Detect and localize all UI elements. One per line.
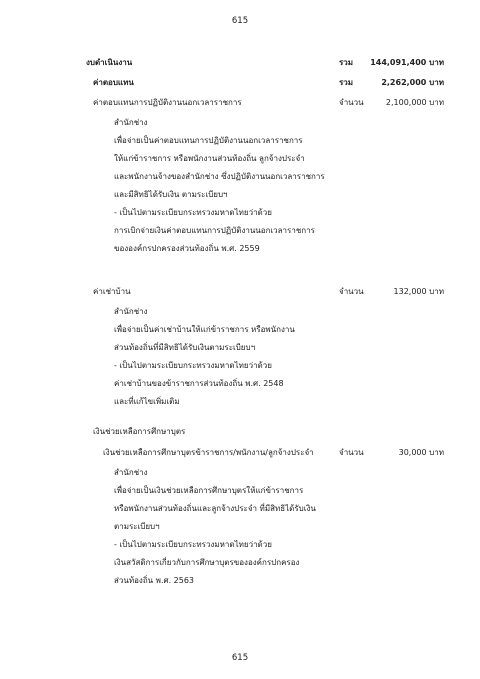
item-title: ค่าเช่าบ้าน — [93, 287, 131, 296]
item-detail-line: และมีสิทธิได้รับเงิน ตามระเบียบฯ — [114, 190, 228, 199]
item-detail-line: และพนักงานจ้างของสำนักช่าง ซึ่งปฏิบัติงานนอกเวลาราชการ — [114, 172, 325, 181]
item-detail-line: - เป็นไปตามระเบียบกระทรวงมหาดไทยว่าด้วย — [114, 361, 272, 370]
item-detail-line: สำนักช่าง — [114, 118, 148, 127]
category-title: ค่าตอบแทน — [93, 78, 134, 87]
item-amount-value: 2,100,000 บาท — [385, 98, 444, 107]
section-title: งบดำเนินงาน — [86, 58, 133, 67]
item-detail-line: ส่วนท้องถิ่นที่มีสิทธิได้รับเงินตามระเบียบฯ — [114, 343, 256, 352]
item-detail-line: ขององค์กรปกครองส่วนท้องถิ่น พ.ศ. 2559 — [114, 244, 260, 253]
page-number-top: 615 — [231, 16, 249, 26]
item-detail-line: สำนักช่าง — [114, 468, 148, 477]
item-detail-line: - เป็นไปตามระเบียบกระทรวงมหาดไทยว่าด้วย — [114, 208, 272, 217]
item-detail-line: และที่แก้ไขเพิ่มเติม — [114, 397, 180, 406]
subsection-item-title: เงินช่วยเหลือการศึกษาบุตรข้าราชการ/พนักงาน/ลูกจ้างประจำ — [103, 448, 314, 457]
item-amount-label: จำนวน — [339, 287, 364, 296]
item-detail-line: - เป็นไปตามระเบียบกระทรวงมหาดไทยว่าด้วย — [114, 540, 272, 549]
subsection-title: เงินช่วยเหลือการศึกษาบุตร — [93, 427, 186, 436]
item-amount-value: 30,000 บาท — [398, 448, 444, 457]
section-total-label: รวม — [339, 58, 354, 67]
section-total-value: 144,091,400 บาท — [370, 58, 444, 67]
item-amount-label: จำนวน — [339, 448, 364, 457]
item-detail-line: ค่าเช่าบ้านของข้าราชการส่วนท้องถิ่น พ.ศ. 2548 — [114, 379, 284, 388]
item-detail-line: ให้แก่ข้าราชการ หรือพนักงานส่วนท้องถิ่น ลูกจ้างประจำ — [114, 154, 305, 163]
item-detail-line: การเบิกจ่ายเงินค่าตอบแทนการปฏิบัติงานนอกเวลาราชการ — [114, 226, 315, 235]
item-detail-line: หรือพนักงานส่วนท้องถิ่นและลูกจ้างประจำ ที่มีสิทธิได้รับเงิน — [114, 504, 316, 513]
item-detail-line: สำนักช่าง — [114, 307, 148, 316]
category-total-label: รวม — [339, 78, 354, 87]
item-detail-line: เงินสวัสดิการเกี่ยวกับการศึกษาบุตรขององค์กรปกครอง — [114, 558, 300, 567]
item-title: ค่าตอบแทนการปฏิบัติงานนอกเวลาราชการ — [93, 98, 242, 107]
item-detail-line: เพื่อจ่ายเป็นเงินช่วยเหลือการศึกษาบุตรให้แก่ข้าราชการ — [114, 486, 304, 495]
item-amount-value: 132,000 บาท — [393, 287, 444, 296]
item-detail-line: เพื่อจ่ายเป็นค่าเช่าบ้านให้แก่ข้าราชการ หรือพนักงาน — [114, 325, 295, 334]
page-number-bottom: 615 — [231, 653, 249, 663]
item-amount-label: จำนวน — [339, 98, 364, 107]
category-total-value: 2,262,000 บาท — [381, 78, 444, 87]
item-detail-line: ตามระเบียบฯ — [114, 522, 160, 531]
item-detail-line: เพื่อจ่ายเป็นค่าตอบแทนการปฏิบัติงานนอกเวลาราชการ — [114, 136, 303, 145]
item-detail-line: ส่วนท้องถิ่น พ.ศ. 2563 — [114, 576, 195, 585]
